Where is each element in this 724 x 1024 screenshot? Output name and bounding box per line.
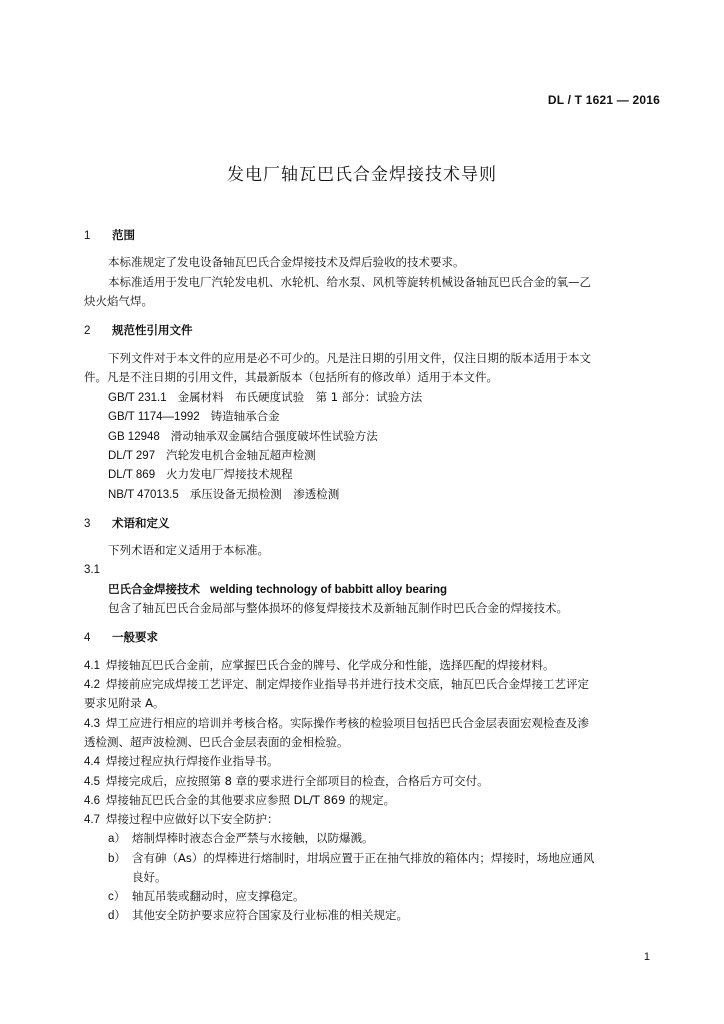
list-item	[108, 830, 374, 847]
section-title: 一般要求	[112, 630, 158, 644]
paragraph: 本标准规定了发电设备轴瓦巴氏合金焊接技术及焊后验收的技术要求。	[108, 255, 465, 269]
section-number: 2	[84, 325, 91, 337]
list-text: 轴瓦吊装或翻动时，应支撑稳定。	[132, 889, 305, 903]
paragraph-continuation: 件。凡是不注日期的引用文件，其最新版本（包括所有的修改单）适用于本文件。	[84, 370, 498, 384]
reference-item	[108, 428, 378, 444]
clause-4-2	[84, 676, 589, 693]
reference-name: 火力发电厂焊接技术规程	[166, 467, 293, 481]
section-number: 4	[84, 632, 91, 644]
clause-4-1	[84, 657, 555, 674]
paragraph: 下列术语和定义适用于本标准。	[108, 543, 269, 557]
section-title: 范围	[112, 228, 135, 242]
clause-number: 4.6	[84, 795, 100, 807]
reference-code: DL/T 869	[108, 469, 156, 481]
clause-text: 焊接过程应执行焊接作业指导书。	[106, 754, 279, 768]
paragraph-continuation: 炔火焰气焊。	[84, 294, 153, 308]
reference-item	[108, 408, 280, 424]
term-english: welding technology of babbitt alloy bearing	[210, 584, 448, 596]
list-marker: c）	[108, 891, 126, 903]
list-item-continuation	[108, 869, 167, 885]
clause-4-3	[84, 715, 589, 732]
list-text: 良好。	[132, 870, 167, 884]
list-item	[108, 907, 408, 924]
section-2-heading	[84, 322, 193, 339]
standard-code: DL / T 1621 — 2016	[547, 93, 660, 107]
term-chinese: 巴氏合金焊接技术	[108, 582, 200, 596]
clause-text: 焊接完成后，应按照第 8 章的要求进行全部项目的检查，合格后方可交付。	[106, 774, 489, 788]
list-marker: d）	[108, 910, 126, 922]
clause-number: 4.3	[84, 718, 100, 730]
section-3-heading	[84, 515, 170, 532]
clause-text: 焊接轴瓦巴氏合金的其他要求应参照 DL/T 869 的规定。	[106, 793, 396, 807]
reference-name: 滑动轴承双金属结合强度破坏性试验方法	[170, 429, 378, 443]
reference-name: 铸造轴承合金	[210, 409, 280, 423]
subclause-number: 3.1	[84, 564, 100, 576]
clause-number: 4.1	[84, 660, 100, 672]
clause-continuation: 透检测、超声波检测、巴氏合金层表面的金相检验。	[84, 735, 349, 749]
reference-item	[108, 389, 422, 405]
section-number: 1	[84, 230, 91, 242]
clause-4-5	[84, 773, 489, 790]
section-title: 术语和定义	[112, 516, 170, 530]
clause-text: 焊接过程中应做好以下安全防护：	[106, 812, 279, 826]
clause-text: 焊接轴瓦巴氏合金前，应掌握巴氏合金的牌号、化学成分和性能，选择匹配的焊接材料。	[106, 658, 555, 672]
reference-code: GB/T 1174—1992	[108, 411, 200, 423]
list-text: 其他安全防护要求应符合国家及行业标准的相关规定。	[132, 908, 408, 922]
reference-code: NB/T 47013.5	[108, 489, 179, 501]
list-marker: b）	[108, 853, 126, 865]
list-item	[108, 850, 594, 867]
section-4-heading	[84, 629, 158, 646]
document-title: 发电厂轴瓦巴氏合金焊接技术导则	[227, 165, 497, 185]
paragraph: 本标准适用于发电厂汽轮发电机、水轮机、给水泵、风机等旋转机械设备轴瓦巴氏合金的氧—乙	[108, 275, 591, 289]
section-number: 3	[84, 518, 91, 530]
reference-code: GB 12948	[108, 431, 160, 443]
section-title: 规范性引用文件	[112, 323, 193, 337]
clause-4-7	[84, 811, 279, 828]
reference-name: 汽轮发电机合金轴瓦超声检测	[166, 448, 316, 462]
clause-number: 4.2	[84, 679, 100, 691]
reference-item	[108, 447, 316, 463]
clause-continuation: 要求见附录 A。	[84, 696, 165, 710]
reference-code: GB/T 231.1	[108, 392, 167, 404]
clause-text: 焊接前应完成焊接工艺评定、制定焊接作业指导书并进行技术交底，轴瓦巴氏合金焊接工艺评定	[106, 677, 589, 691]
clause-number: 4.7	[84, 814, 100, 826]
section-1-heading	[84, 227, 135, 244]
clause-4-6	[84, 792, 395, 809]
paragraph: 下列文件对于本文件的应用是必不可少的。凡是注日期的引用文件，仅注日期的版本适用于本文	[108, 351, 591, 365]
clause-number: 4.4	[84, 756, 100, 768]
clause-4-4	[84, 753, 279, 770]
reference-item	[108, 466, 293, 482]
clause-text: 焊工应进行相应的培训并考核合格。实际操作考核的检验项目包括巴氏合金层表面宏观检查及渗	[106, 716, 589, 730]
list-item	[108, 888, 305, 905]
list-text: 含有砷（As）的焊棒进行熔制时，坩埚应置于正在抽气排放的箱体内；焊接时，场地应通风	[132, 851, 595, 865]
list-marker: a）	[108, 833, 126, 845]
reference-item	[108, 486, 339, 502]
term-definition: 包含了轴瓦巴氏合金局部与整体损坏的修复焊接技术及新轴瓦制作时巴氏合金的焊接技术。	[108, 601, 568, 615]
reference-name: 金属材料 布氏硬度试验 第 1 部分：试验方法	[177, 390, 423, 404]
page-number: 1	[643, 951, 650, 963]
reference-name: 承压设备无损检测 渗透检测	[189, 487, 340, 501]
term-entry	[108, 581, 447, 598]
reference-code: DL/T 297	[108, 450, 156, 462]
clause-number: 4.5	[84, 776, 100, 788]
list-text: 熔制焊棒时液态合金严禁与水接触，以防爆溅。	[132, 831, 374, 845]
